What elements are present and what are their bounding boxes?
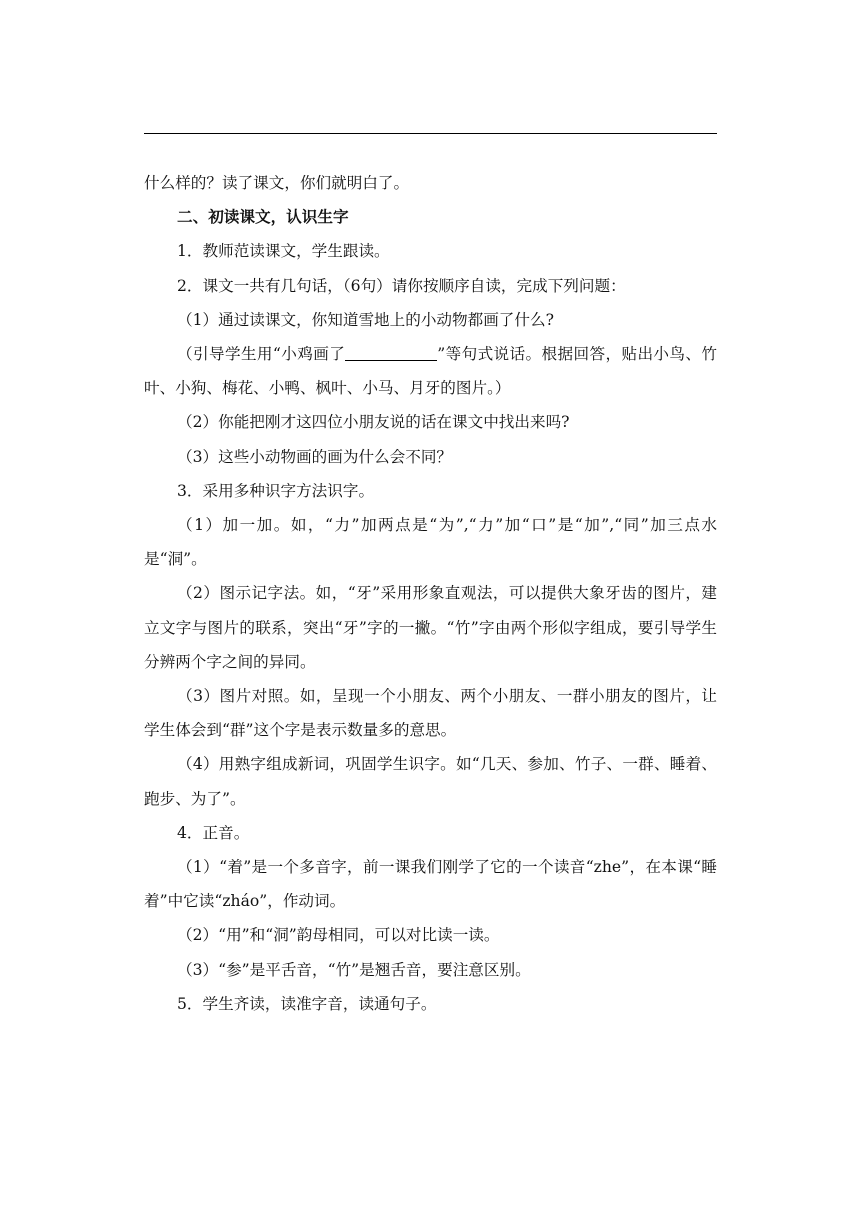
paragraph: （3）“参”是平舌音，“竹”是翘舌音，要注意区别。 <box>177 960 531 979</box>
paragraph-with-blank <box>144 337 717 405</box>
paragraph: 什么样的？读了课文，你们就明白了。 <box>144 174 410 192</box>
paragraph: 5．学生齐读，读准字音，读通句子。 <box>177 994 437 1013</box>
paragraph: （2）“用”和“洞”韵母相同，可以对比读一读。 <box>177 926 500 945</box>
document-body <box>144 166 717 1021</box>
section-heading: 二、初读课文，认识生字 <box>177 207 349 227</box>
header-rule <box>144 133 717 134</box>
paragraph: （1）通过读课文，你知道雪地上的小动物都画了什么? <box>177 310 554 329</box>
fill-in-blank <box>345 344 437 361</box>
paragraph: 4．正音。 <box>177 823 250 842</box>
paragraph: （4）用熟字组成新词，巩固学生识字。如“几天、参加、竹子、一群、睡着、跑步、为了”。 <box>144 755 717 808</box>
paragraph-part: （引导学生用“小鸡画了 <box>177 345 346 364</box>
paragraph: （1）加一加。如，“力”加两点是“为”,“力”加“口”是“加”,“同”加三点水是“洞”。 <box>144 516 717 569</box>
paragraph: （1）“着”是一个多音字，前一课我们刚学了它的一个读音“zhe”，在本课“睡着”中它读“zháo”，作动词。 <box>144 858 717 911</box>
paragraph: （3）图片对照。如，呈现一个小朋友、两个小朋友、一群小朋友的图片，让学生体会到“群”这个字是表示数量多的意思。 <box>144 687 717 740</box>
paragraph-part: ”等句式说话。根据回答，贴出小鸟、竹叶、小狗、梅花、小鸭、枫叶、小马、月牙的图片。） <box>144 345 717 398</box>
paragraph: 2．课文一共有几句话，（6句）请你按顺序自读，完成下列问题： <box>177 276 626 295</box>
paragraph: （3）这些小动物画的画为什么会不同？ <box>177 447 453 466</box>
paragraph: 3．采用多种识字方法识字。 <box>177 481 375 500</box>
paragraph: 1．教师范读课文，学生跟读。 <box>177 242 390 261</box>
paragraph: （2）你能把刚才这四位小朋友说的话在课文中找出来吗? <box>177 413 570 432</box>
paragraph: （2）图示记字法。如，“牙”采用形象直观法，可以提供大象牙齿的图片，建立文字与图片的联系，突出“牙”字的一撇。“竹”字由两个形似字组成，要引导学生分辨两个字之间的异同。 <box>144 584 717 671</box>
